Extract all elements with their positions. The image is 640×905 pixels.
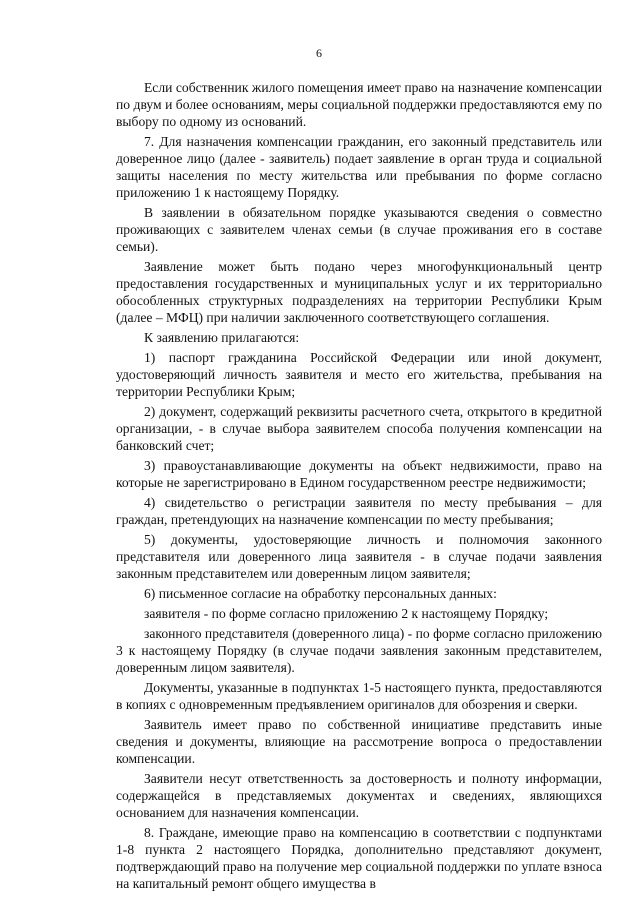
list-item: 5) документы, удостоверяющие личность и полномочия законного представителя или доверенного лица заявителя - в случае подачи заявления законным представителем или доверенным лицом заявителя; <box>116 532 602 581</box>
list-item: 2) документ, содержащий реквизиты расчетного счета, открытого в кредитной организации, - в случае выбора заявителем способа получения компенсации на банковский счет; <box>116 404 602 453</box>
list-item: заявителя - по форме согласно приложению 2 к настоящему Порядку; <box>144 606 549 621</box>
list-item: 3) правоустанавливающие документы на объект недвижимости, право на которые не зарегистрировано в Едином государственном реестре недвижимости; <box>116 458 602 490</box>
list-item: законного представителя (доверенного лица) - по форме согласно приложению 3 к настоящему Порядку (в случае подачи заявления законным представителем, доверенным лицом заявителя). <box>116 626 602 675</box>
page-number: 6 <box>316 46 322 60</box>
paragraph: Заявители несут ответственность за достоверность и полноту информации, содержащейся в представляемых документах и сведениях, являющихся основанием для назначения компенсации. <box>116 771 602 820</box>
paragraph: В заявлении в обязательном порядке указываются сведения о совместно проживающих с заявителем членах семьи (в случае проживания его в составе семьи). <box>116 205 602 254</box>
paragraph: Если собственник жилого помещения имеет право на назначение компенсации по двум и более основаниям, меры социальной поддержки предоставляются ему по выбору по одному из оснований. <box>116 80 602 129</box>
paragraph: 8. Граждане, имеющие право на компенсацию в соответствии с подпунктами 1-8 пункта 2 настоящего Порядка, дополнительно представляют документ, подтверждающий право на получение мер социальной поддержки по уплате взноса на капитальный ремонт общего имущества в <box>116 825 602 891</box>
list-item: 1) паспорт гражданина Российской Федерации или иной документ, удостоверяющий личность заявителя и место его жительства, пребывания на территории Республики Крым; <box>116 350 602 399</box>
paragraph: 7. Для назначения компенсации гражданин, его законный представитель или доверенное лицо (далее - заявитель) подает заявление в орган труда и социальной защиты населения по месту жительства или пребывания по форме согласно приложению 1 к настоящему Порядку. <box>116 134 602 200</box>
paragraph: Документы, указанные в подпунктах 1-5 настоящего пункта, предоставляются в копиях с одновременным предъявлением оригиналов для обозрения и сверки. <box>116 680 602 712</box>
list-item: 6) письменное согласие на обработку персональных данных: <box>144 586 497 601</box>
paragraph: Заявитель имеет право по собственной инициативе представить иные сведения и документы, влияющие на рассмотрение вопроса о предоставлении компенсации. <box>116 717 602 766</box>
paragraph: Заявление может быть подано через многофункциональный центр предоставления государственных и муниципальных услуг и их территориально обособленных структурных подразделениях на территории Республики Крым (далее – МФЦ) при наличии заключенного соответствующего соглашения. <box>116 259 602 325</box>
list-item: 4) свидетельство о регистрации заявителя по месту пребывания – для граждан, претендующих на назначение компенсации по месту пребывания; <box>116 495 602 527</box>
paragraph: К заявлению прилагаются: <box>144 330 300 345</box>
